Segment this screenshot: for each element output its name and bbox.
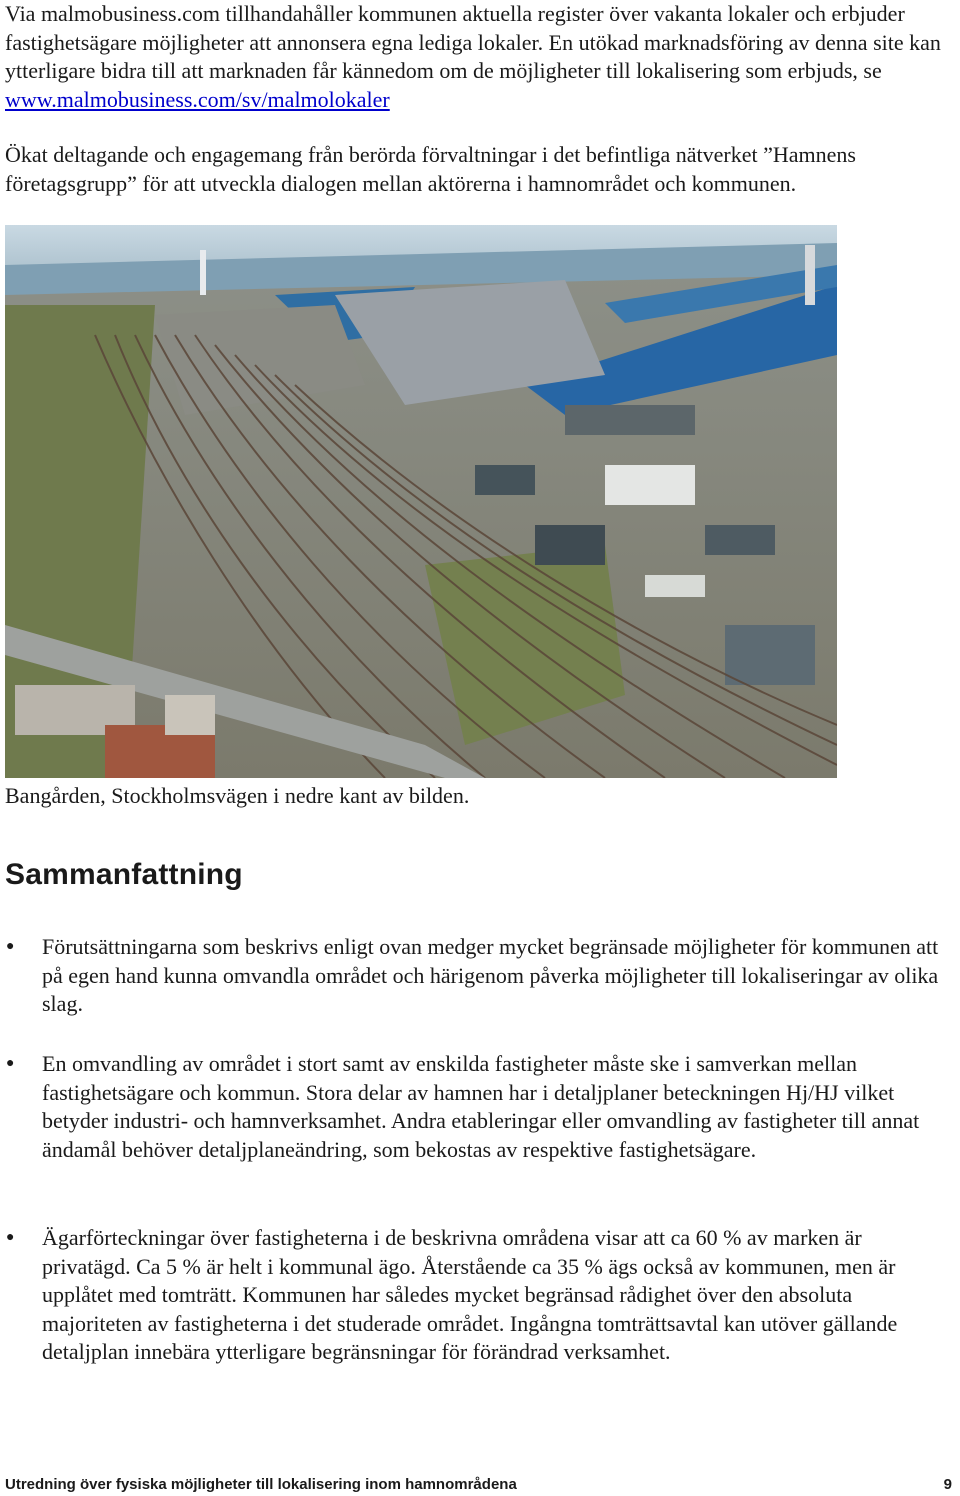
intro-paragraph	[5, 0, 950, 114]
summary-bullet-text: En omvandling av området i stort samt av enskilda fastigheter måste ske i samverkan mellan fastighetsägare och kommun. Stora delar av hamnen har i detaljplaner beteckningen Hj/HJ vilket betyder industri- och hamnverksamhet. Andra etableringar eller omvandling av fastigheter till annat ändamål behöver detaljplaneändring, som bekostas av respektive fastighetsägare.	[42, 1051, 920, 1162]
bullet-icon: ●	[6, 1230, 15, 1245]
malmolokaler-link[interactable]: www.malmobusiness.com/sv/malmolokaler	[5, 86, 390, 112]
summary-bullet-text: Ägarförteckningar över fastigheterna i de beskrivna områdena visar att ca 60 % av marken är privatägd. Ca 5 % är helt i kommunal ägo. Återstående ca 35 % ägs också av kommunen, men är upplåtet med tomträtt. Kommunen har således mycket begränsad rådighet över den absoluta majoriteten av fastigheterna i det studerade området. Ingångna tomträttsavtal kan utöver gällande detaljplan innebära ytterligare begränsningar för förändrad verksamhet.	[42, 1225, 898, 1364]
summary-bullet-text: Förutsättningarna som beskrivs enligt ovan medger mycket begränsade möjligheter för kommunen att på egen hand kunna omvandla området och härigenom påverka möjligheter till lokaliseringar av olika slag.	[42, 934, 939, 1016]
photo-caption: Bangården, Stockholmsvägen i nedre kant av bilden.	[5, 783, 470, 808]
footer-title: Utredning över fysiska möjligheter till lokalisering inom hamnområdena	[5, 1476, 517, 1493]
intro-paragraph-text: Via malmobusiness.com tillhandahåller kommunen aktuella register över vakanta lokaler och erbjuder fastighetsägare möjligheter att annonsera egna lediga lokaler. En utökad marknadsföring av denna site kan ytterligare bidra till att marknaden får kännedom om de möjligheter till lokalisering som erbjuds, se	[5, 1, 941, 83]
page-number: 9	[943, 1476, 952, 1493]
network-paragraph: Ökat deltagande och engagemang från berörda förvaltningar i det befintliga nätverket ”Hamnens företagsgrupp” för att utveckla dialogen mellan aktörerna i hamnområdet och kommunen.	[5, 142, 856, 196]
bullet-icon: ●	[6, 1056, 15, 1071]
bullet-icon: ●	[6, 939, 15, 954]
section-heading: Sammanfattning	[5, 858, 243, 891]
aerial-photo-rail-yard	[5, 225, 837, 778]
